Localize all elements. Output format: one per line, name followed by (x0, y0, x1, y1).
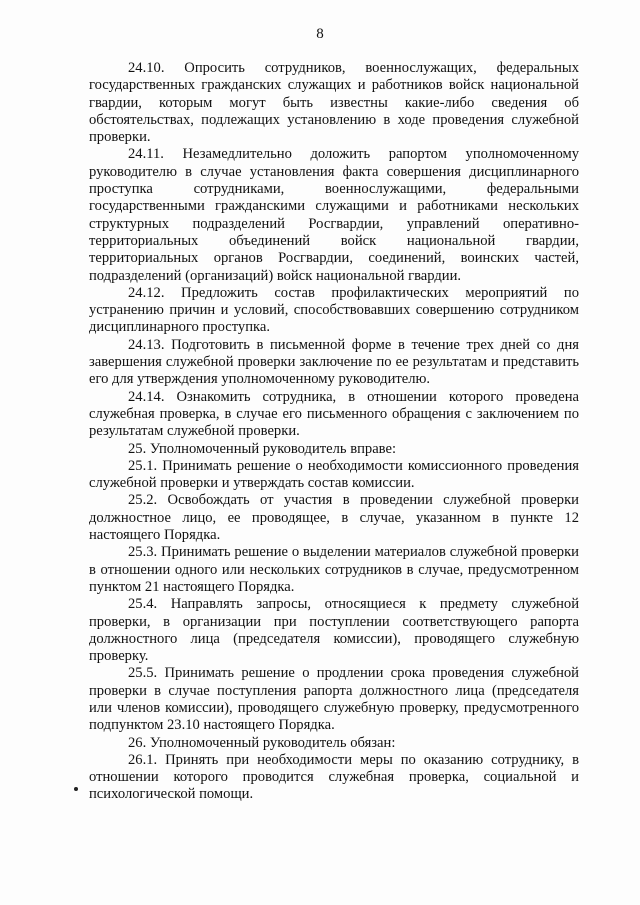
scan-dot-mark (74, 787, 78, 791)
paragraph-26: 26. Уполномоченный руководитель обязан: (128, 734, 396, 751)
paragraph-25: 25. Уполномоченный руководитель вправе: (128, 440, 397, 457)
paragraph-25-3: 25.3. Принимать решение о выделении материалов служебной проверки в отношении одного или нескольких сотрудников в случае, предусмотренном пунктом 21 настоящего Порядка. (89, 544, 579, 595)
paragraph-24-10: 24.10. Опросить сотрудников, военнослужащих, федеральных государственных гражданских служащих и работников войск национальной гвардии, которым могут быть известны какие-либо сведения об обстоятельствах, подлежащих установлению в ходе проведения служебной проверки. (89, 60, 579, 146)
document-body (89, 60, 579, 804)
paragraph-25-5: 25.5. Принимать решение о продлении срока проведения служебной проверки в случае поступления рапорта должностного лица (председателя или членов комиссии), проводящего служебную проверку, предусмотренного подпунктом 23.10 настоящего Порядка. (89, 665, 579, 734)
page-number: 8 (316, 26, 324, 42)
paragraph-24-12: 24.12. Предложить состав профилактических мероприятий по устранению причин и условий, способствовавших совершению сотрудником дисциплинарного проступка. (89, 284, 579, 336)
paragraph-26-1: 26.1. Принять при необходимости меры по оказанию сотруднику, в отношении которого проводится служебная проверка, социальной и психологической помощи. (89, 751, 579, 803)
paragraph-25-4: 25.4. Направлять запросы, относящиеся к предмету служебной проверки, в организации при поступлении соответствующего рапорта должностного лица (председателя комиссии), проводящего служебную проверку. (89, 596, 579, 665)
paragraph-25-1: 25.1. Принимать решение о необходимости комиссионного проведения служебной проверки и утверждать состав комиссии. (89, 457, 579, 492)
paragraph-24-14: 24.14. Ознакомить сотрудника, в отношении которого проведена служебная проверка, в случае его письменного обращения с заключением по результатам служебной проверки. (89, 388, 579, 440)
paragraph-25-2: 25.2. Освобождать от участия в проведении служебной проверки должностное лицо, ее проводящее, в случае, указанном в пункте 12 настоящего Порядка. (89, 492, 579, 544)
paragraph-24-11: 24.11. Незамедлительно доложить рапортом уполномоченному руководителю в случае установления факта совершения дисциплинарного проступка сотрудниками, военнослужащими, федеральными государственными гражданскими служащими и работниками нескольких структурных подразделений Росгвардии, управлений оперативно-территориальных объединений войск национальной гвардии, территориальных органов Росгвардии, соединений, воинских частей, подразделений (организаций) войск национальной гвардии. (89, 146, 579, 284)
paragraph-24-13: 24.13. Подготовить в письменной форме в течение трех дней со дня завершения служебной проверки заключение по ее результатам и представить его для утверждения уполномоченному руководителю. (89, 336, 579, 388)
